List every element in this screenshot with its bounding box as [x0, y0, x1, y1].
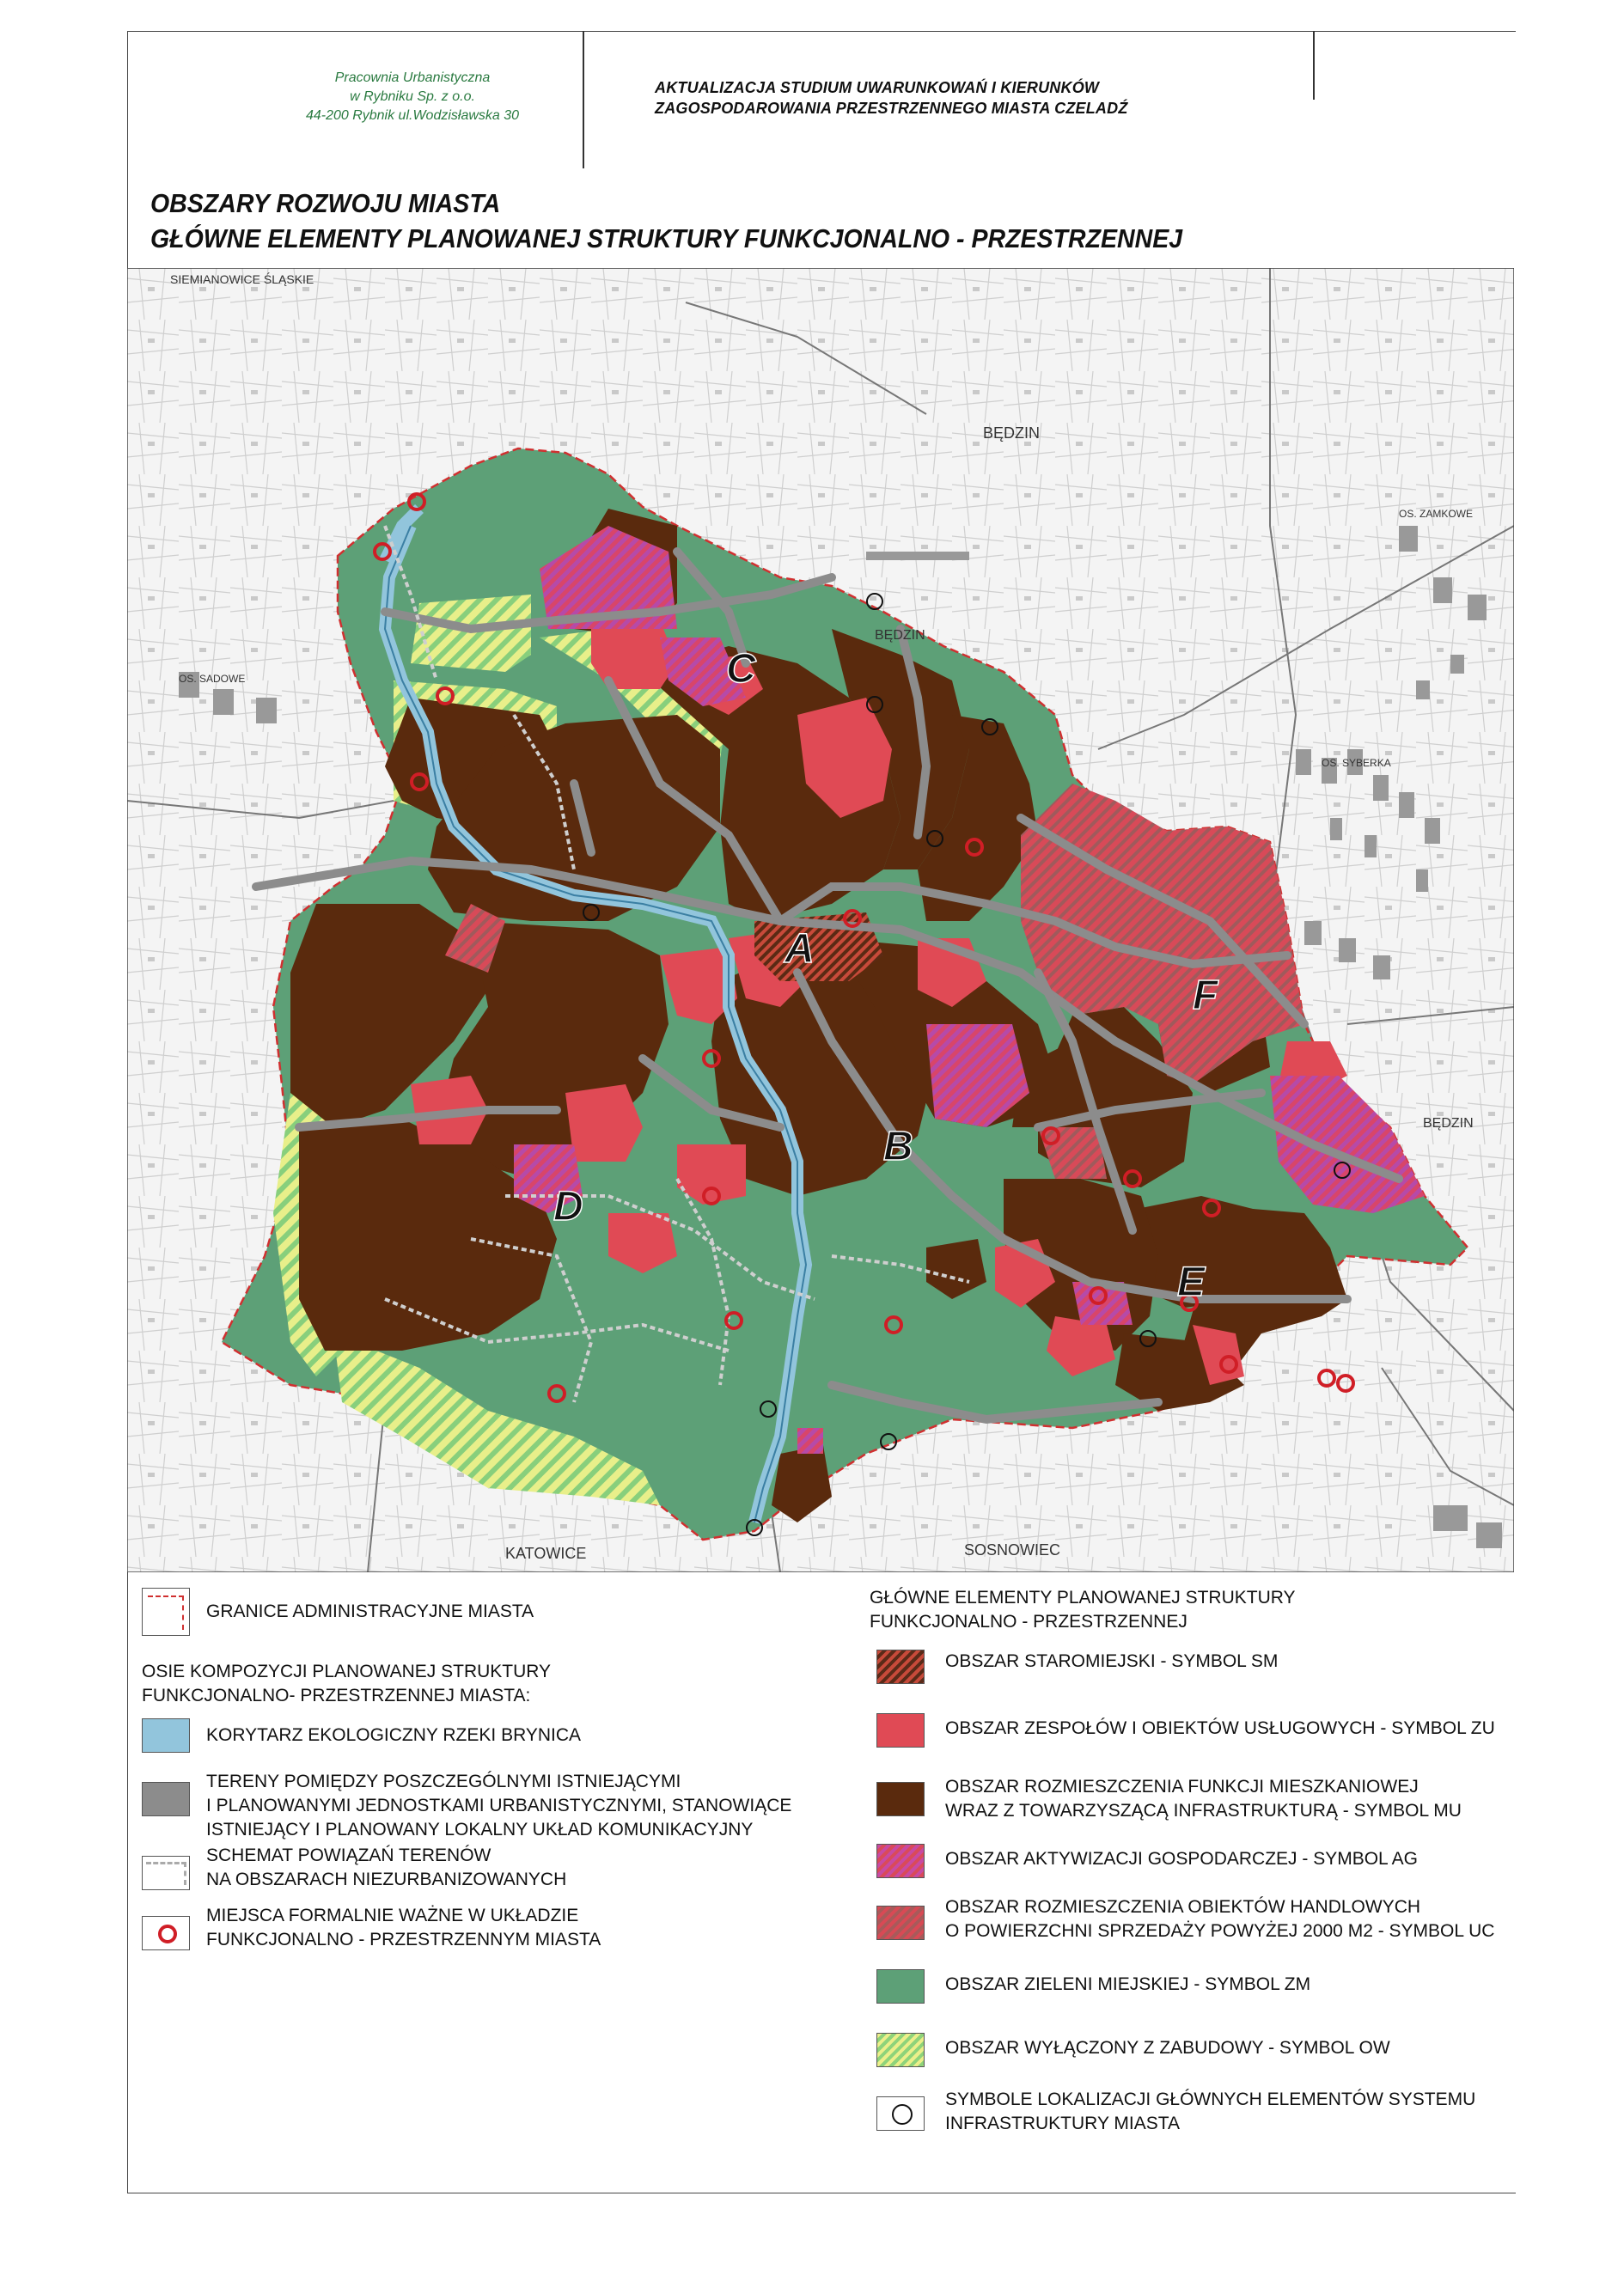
legend-river-label: KORYTARZ EKOLOGICZNY RZEKI BRYNICA	[206, 1725, 582, 1745]
legend-swatch-places	[142, 1916, 190, 1950]
legend-swatch-mu	[876, 1782, 925, 1816]
place-os-sadowe: OS. SADOWE	[179, 673, 246, 685]
legend-swatch-roads	[142, 1782, 190, 1816]
map-title-line1: OBSZARY ROZWOJU MIASTA	[150, 188, 501, 218]
header-divider-2	[1313, 31, 1315, 100]
map-title	[150, 186, 1182, 256]
legend-zm-label: OBSZAR ZIELENI MIEJSKIEJ - SYMBOL ZM	[945, 1974, 1311, 1994]
legend-uc-line2: O POWIERZCHNI SPRZEDAŻY POWYŻEJ 2000 M2 - SYMBOL UC	[945, 1921, 1495, 1941]
legend-mu-line1: OBSZAR ROZMIESZCZENIA FUNKCJI MIESZKANIOWEJ	[945, 1777, 1419, 1797]
legend-roads-line2: I PLANOWANYMI JEDNOSTKAMI URBANISTYCZNYMI, STANOWIĄCE	[206, 1796, 792, 1815]
document-title-line2: ZAGOSPODAROWANIA PRZESTRZENNEGO MIASTA CZELADŹ	[655, 100, 1128, 117]
area-label-a: A	[785, 926, 815, 972]
place-siemianowice: SIEMIANOWICE ŚLĄSKIE	[170, 272, 314, 286]
document-title	[655, 77, 1128, 119]
area-label-d: D	[553, 1184, 583, 1229]
legend-infra-line1: SYMBOLE LOKALIZACJI GŁÓWNYCH ELEMENTÓW SYSTEMU	[945, 2090, 1476, 2109]
legend-roads-line1: TERENY POMIĘDZY POSZCZEGÓLNYMI ISTNIEJĄCYMI	[206, 1772, 681, 1791]
area-label-e: E	[1177, 1260, 1206, 1305]
legend-ag-label: OBSZAR AKTYWIZACJI GOSPODARCZEJ - SYMBOL AG	[945, 1849, 1418, 1869]
company-address: 44-200 Rybnik ul.Wodzisławska 30	[305, 108, 520, 123]
map-title-line2: GŁÓWNE ELEMENTY PLANOWANEJ STRUKTURY FUNKCJONALNO - PRZESTRZENNEJ	[150, 223, 1183, 253]
legend-infra-line2: INFRASTRUKTURY MIASTA	[945, 2114, 1181, 2133]
place-os-zamkowe: OS. ZAMKOWE	[1399, 508, 1474, 520]
area-label-f: F	[1193, 973, 1218, 1018]
legend-main-title	[870, 1586, 1296, 1634]
legend-boundary-label: GRANICE ADMINISTRACYJNE MIASTA	[206, 1602, 534, 1621]
place-os-syberka: OS. SYBERKA	[1322, 757, 1391, 769]
legend-uc-line1: OBSZAR ROZMIESZCZENIA OBIEKTÓW HANDLOWYCH	[945, 1897, 1421, 1917]
legend-scheme-line2: NA OBSZARACH NIEZURBANIZOWANYCH	[206, 1870, 567, 1889]
legend-places-line2: FUNKCJONALNO - PRZESTRZENNYM MIASTA	[206, 1930, 601, 1949]
legend-mu-label	[945, 1775, 1462, 1823]
area-label-c: C	[726, 646, 756, 692]
city-map	[127, 268, 1514, 1572]
place-bedzin-top: BĘDZIN	[983, 424, 1041, 442]
place-bedzin-right: BĘDZIN	[1423, 1116, 1474, 1131]
place-sosnowiec: SOSNOWIEC	[964, 1541, 1061, 1559]
legend-swatch-river	[142, 1718, 190, 1753]
header-divider-1	[583, 31, 584, 168]
legend-scheme-label	[206, 1844, 566, 1892]
legend-scheme-line1: SCHEMAT POWIĄZAŃ TERENÓW	[206, 1846, 491, 1865]
company-block	[284, 69, 541, 125]
legend-swatch-ag	[876, 1844, 925, 1878]
legend-roads-label	[206, 1770, 791, 1842]
legend-places-line1: MIEJSCA FORMALNIE WAŻNE W UKŁADZIE	[206, 1906, 579, 1925]
legend-swatch-uc	[876, 1906, 925, 1940]
legend-swatch-scheme	[142, 1856, 190, 1890]
legend-sm-label: OBSZAR STAROMIEJSKI - SYMBOL SM	[945, 1651, 1279, 1671]
company-city: w Rybniku Sp. z o.o.	[350, 89, 475, 104]
legend-zu-label: OBSZAR ZESPOŁÓW I OBIEKTÓW USŁUGOWYCH - SYMBOL ZU	[945, 1718, 1495, 1738]
legend-main-title-line2: FUNKCJONALNO - PRZESTRZENNEJ	[870, 1612, 1187, 1632]
document-title-line1: AKTUALIZACJA STUDIUM UWARUNKOWAŃ I KIERUNKÓW	[655, 79, 1100, 96]
legend-infra-label	[945, 2088, 1475, 2136]
legend-swatch-infra	[876, 2096, 925, 2131]
legend-mu-line2: WRAZ Z TOWARZYSZĄCĄ INFRASTRUKTURĄ - SYMBOL MU	[945, 1801, 1462, 1821]
legend-swatch-sm	[876, 1650, 925, 1684]
place-katowice: KATOWICE	[505, 1545, 587, 1562]
legend-places-label	[206, 1904, 601, 1952]
legend-axes-title-line2: FUNKCJONALNO- PRZESTRZENNEJ MIASTA:	[142, 1686, 531, 1705]
legend-axes-title	[142, 1660, 551, 1708]
legend-swatch-zm	[876, 1969, 925, 2004]
legend-main-title-line1: GŁÓWNE ELEMENTY PLANOWANEJ STRUKTURY	[870, 1588, 1296, 1608]
company-name: Pracownia Urbanistyczna	[334, 70, 491, 85]
place-bedzin-mid: BĘDZIN	[875, 628, 925, 643]
legend-swatch-boundary	[142, 1588, 190, 1636]
legend-uc-label	[945, 1895, 1494, 1943]
legend-swatch-zu	[876, 1713, 925, 1748]
legend-axes-title-line1: OSIE KOMPOZYCJI PLANOWANEJ STRUKTURY	[142, 1662, 552, 1681]
legend-swatch-ow	[876, 2033, 925, 2067]
legend-ow-label: OBSZAR WYŁĄCZONY Z ZABUDOWY - SYMBOL OW	[945, 2038, 1390, 2058]
area-label-b: B	[883, 1124, 913, 1169]
legend-roads-line3: ISTNIEJĄCY I PLANOWANY LOKALNY UKŁAD KOMUNIKACYJNY	[206, 1820, 754, 1839]
